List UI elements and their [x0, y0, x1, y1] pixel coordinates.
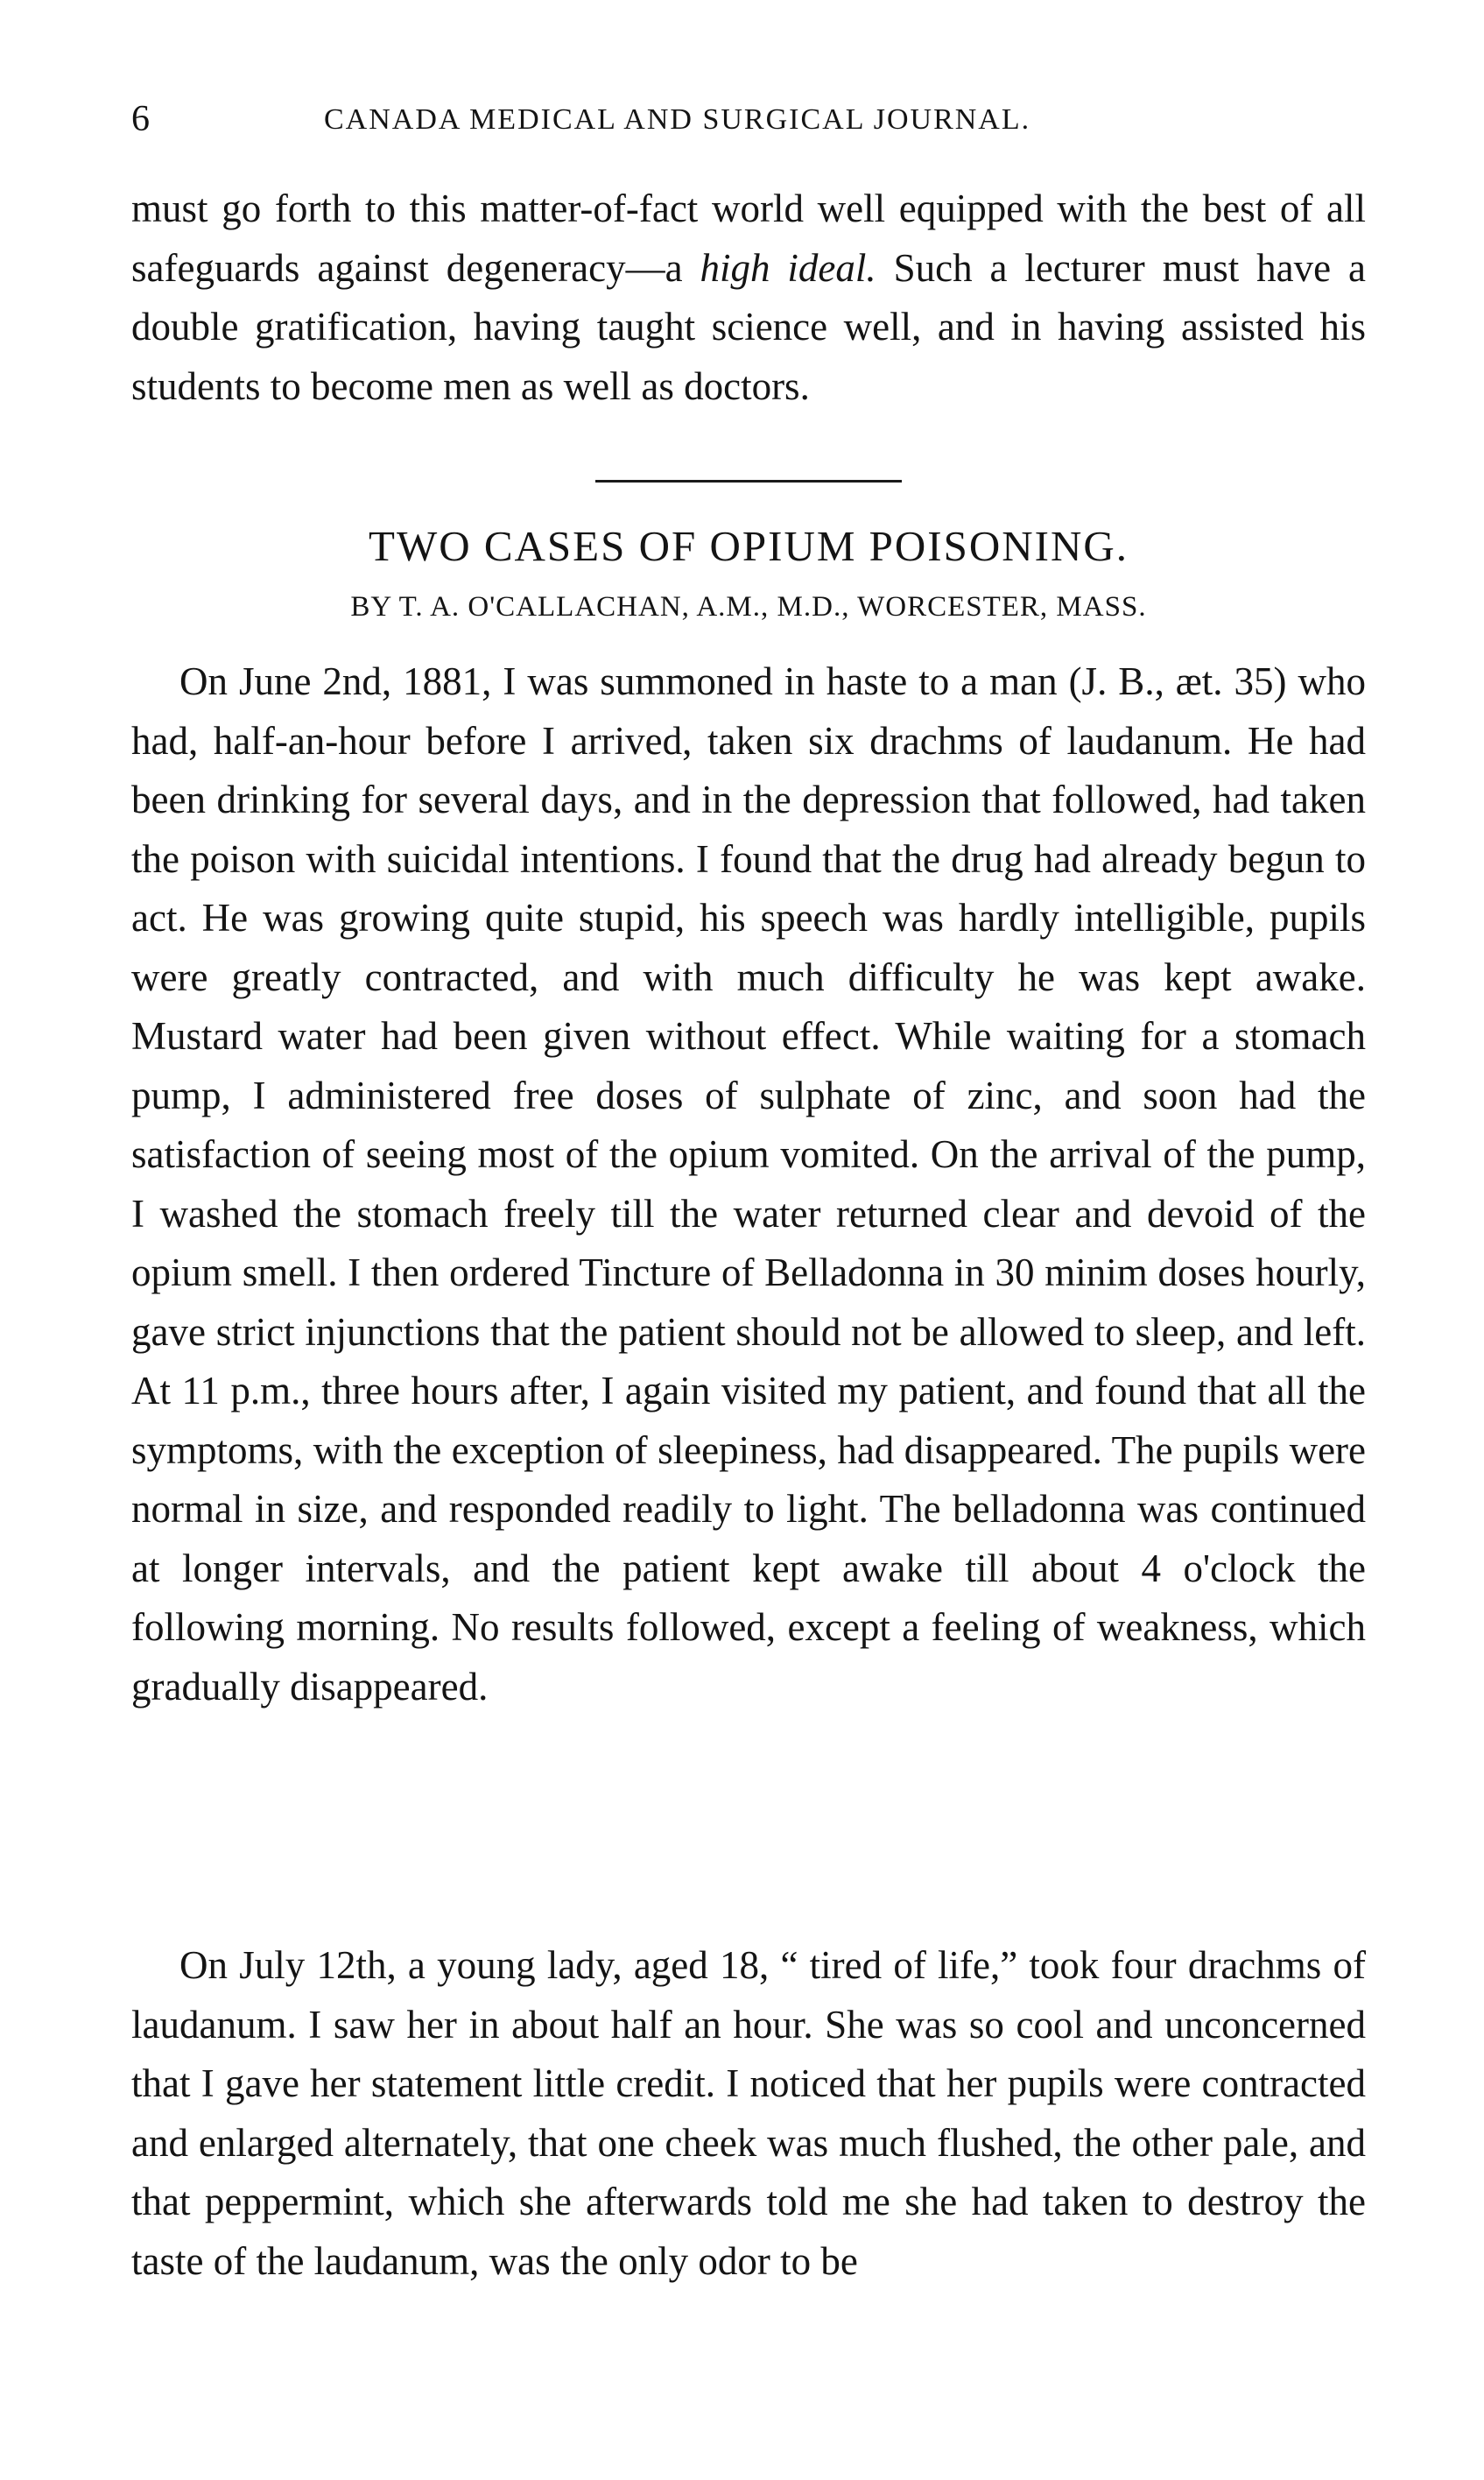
article-byline: BY T. A. O'CALLACHAN, A.M., M.D., WORCESTER, MASS.: [350, 591, 1147, 623]
article-paragraph-2: On July 12th, a young lady, aged 18, “ tired of life,” took four drachms of laudanum. I saw her in about half an hour. She was so cool and unconcerned that I gave her statement little credit. I noticed that her pupils were contracted and enlarged alternately, that one cheek was much flushed, the other pale, and that peppermint, which she afterwards told me she had taken to destroy the taste of the laudanum, was the only odor to be: [131, 1943, 1366, 2283]
intro-text-after: Such a lecturer must have a double gratification, having taught science well, and in having assisted his students to become men as well as doctors.: [131, 245, 1366, 408]
article-title: TWO CASES OF OPIUM POISONING.: [369, 522, 1129, 570]
section-divider: [595, 480, 902, 483]
intro-italic-phrase: high ideal.: [700, 245, 876, 290]
journal-title: CANADA MEDICAL AND SURGICAL JOURNAL.: [324, 103, 1031, 136]
journal-page: [131, 0, 1366, 2480]
page-number: 6: [131, 99, 151, 139]
intro-text-before: must go forth to this matter-of-fact world well equipped with the best of all safeguards against degeneracy—a: [131, 187, 1366, 290]
running-head: [131, 98, 1366, 151]
intro-paragraph: [131, 180, 1366, 416]
article-paragraph-1: On June 2nd, 1881, I was summoned in haste to a man (J. B., æt. 35) who had, half-an-hour before I arrived, taken six drachms of laudanum. He had been drinking for several days, and in the depression that followed, had taken the poison with suicidal intentions. I found that the drug had already begun to act. He was growing quite stupid, his speech was hardly intelligible, pupils were greatly contracted, and with much difficulty he was kept awake. Mustard water had been given without effect. While waiting for a stomach pump, I administered free doses of sulphate of zinc, and soon had the satisfaction of seeing most of the opium vomited. On the arrival of the pump, I washed the stomach freely till the water returned clear and devoid of the opium smell. I then ordered Tincture of Belladonna in 30 minim doses hourly, gave strict injunctions that the patient should not be allowed to sleep, and left. At 11 p.m., three hours after, I again visited my patient, and found that all the symptoms, with the exception of sleepiness, had disappeared. The pupils were normal in size, and responded readily to light. The belladonna was continued at longer intervals, and the patient kept awake till about 4 o'clock the following morning. No results followed, except a feeling of weakness, which gradually disappeared.: [131, 659, 1366, 1709]
